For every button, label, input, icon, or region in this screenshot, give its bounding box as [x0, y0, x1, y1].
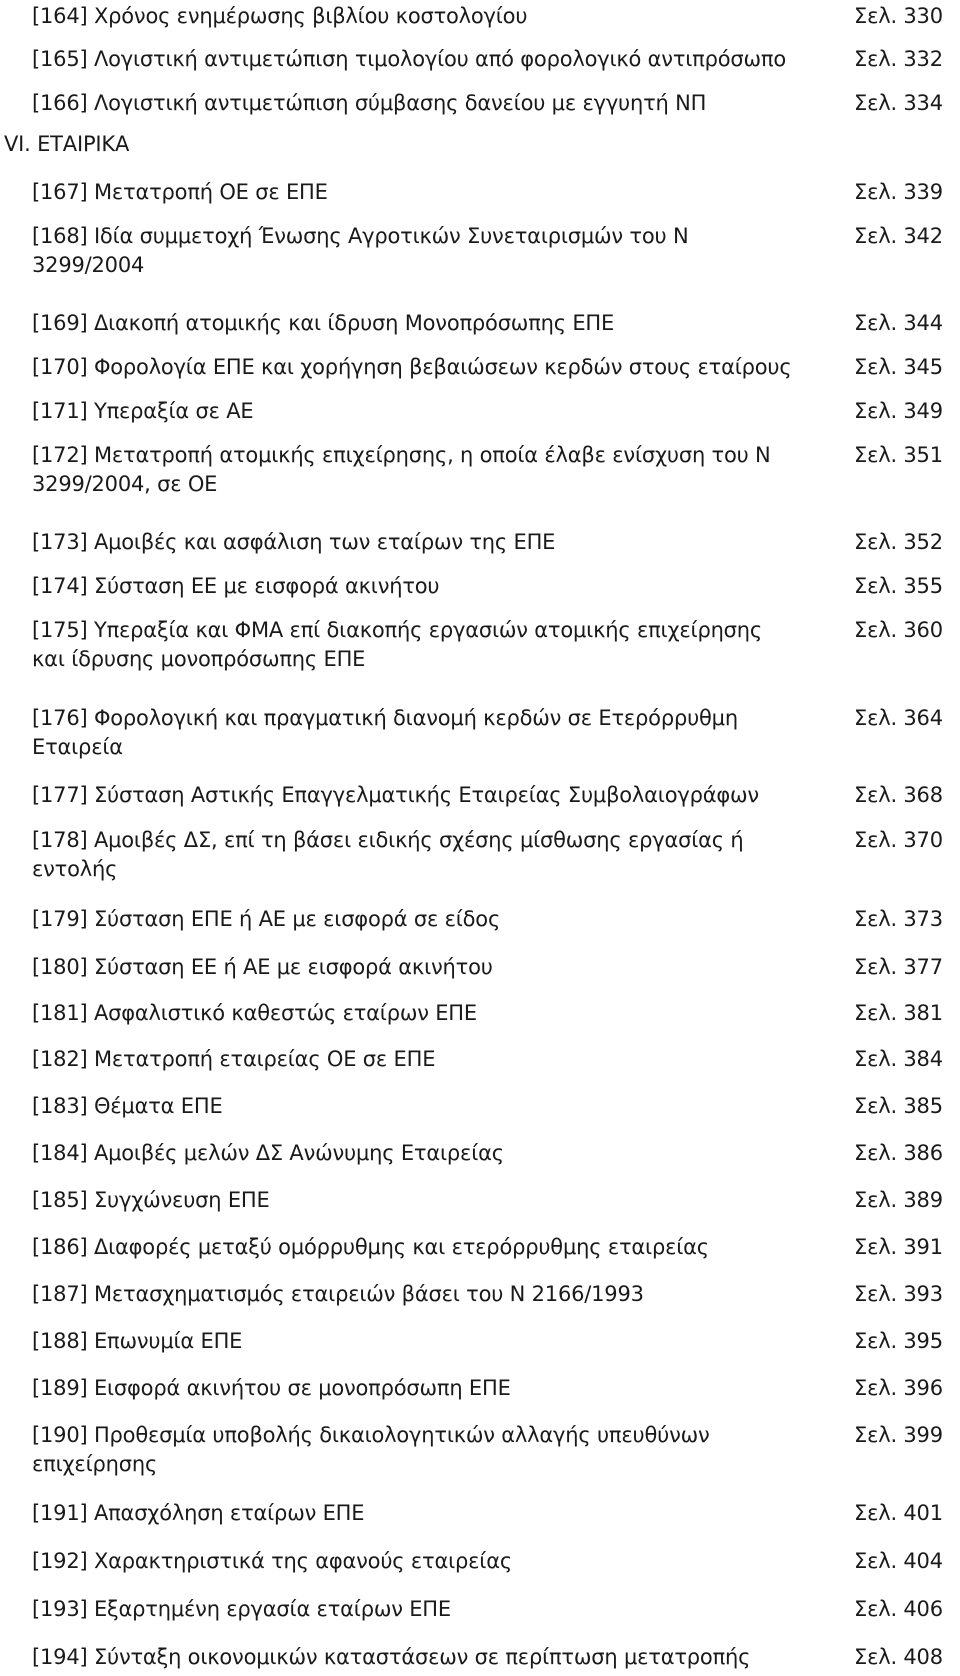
- toc-entry-title: [191] Απασχόληση εταίρων ΕΠΕ: [32, 1501, 365, 1525]
- toc-entry-title: [182] Μετατροπή εταιρείας ΟΕ σε ΕΠΕ: [32, 1047, 436, 1071]
- toc-entry-title: [187] Μετασχηματισμός εταιρειών βάσει του Ν 2166/1993: [32, 1282, 644, 1306]
- toc-entry-page: Σελ. 352: [854, 530, 943, 554]
- toc-entry-title: [183] Θέματα ΕΠΕ: [32, 1094, 223, 1118]
- toc-entry-page: Σελ. 401: [854, 1501, 943, 1525]
- toc-entry-title: [173] Αμοιβές και ασφάλιση των εταίρων της ΕΠΕ: [32, 530, 556, 554]
- toc-entry-page: Σελ. 344: [854, 311, 943, 335]
- toc-entry-title: [170] Φορολογία ΕΠΕ και χορήγηση βεβαιώσεων κερδών στους εταίρους: [32, 355, 792, 379]
- toc-entry-title: [174] Σύσταση ΕΕ με εισφορά ακινήτου: [32, 574, 440, 598]
- toc-entry-page: Σελ. 330: [854, 4, 943, 28]
- toc-entry-page: Σελ. 406: [854, 1597, 943, 1621]
- toc-entry-title: [165] Λογιστική αντιμετώπιση τιμολογίου από φορολογικό αντιπρόσωπο: [32, 47, 786, 71]
- toc-entry-title: [178] Αμοιβές ΔΣ, επί τη βάσει ειδικής σχέσης μίσθωσης εργασίας ή εντολής: [32, 828, 744, 881]
- toc-entry-title: [166] Λογιστική αντιμετώπιση σύμβασης δανείου με εγγυητή ΝΠ: [32, 91, 707, 115]
- toc-entry-page: Σελ. 377: [854, 955, 943, 979]
- toc-entry-page: Σελ. 381: [854, 1001, 943, 1025]
- toc-entry-page: Σελ. 373: [854, 907, 943, 931]
- section-heading: VI. ΕΤΑΙΡΙΚΑ: [4, 132, 130, 156]
- toc-entry-page: Σελ. 368: [854, 783, 943, 807]
- toc-entry-title: [181] Ασφαλιστικό καθεστώς εταίρων ΕΠΕ: [32, 1001, 477, 1025]
- toc-entry-page: Σελ. 393: [854, 1282, 943, 1306]
- toc-entry-page: Σελ. 349: [854, 399, 943, 423]
- toc-entry-title: [164] Χρόνος ενημέρωσης βιβλίου κοστολογίου: [32, 4, 528, 28]
- toc-entry-page: Σελ. 351: [854, 443, 943, 467]
- toc-entry-title: [176] Φορολογική και πραγματική διανομή κερδών σε Ετερόρρυθμη Εταιρεία: [32, 706, 738, 759]
- toc-entry-page: Σελ. 364: [854, 706, 943, 730]
- toc-entry-title: [180] Σύσταση ΕΕ ή ΑΕ με εισφορά ακινήτου: [32, 955, 493, 979]
- toc-entry-title: [171] Υπεραξία σε ΑΕ: [32, 399, 254, 423]
- toc-entry-title: [188] Επωνυμία ΕΠΕ: [32, 1329, 243, 1353]
- toc-entry-page: Σελ. 355: [854, 574, 943, 598]
- toc-entry-page: Σελ. 342: [854, 224, 943, 248]
- toc-entry-page: Σελ. 395: [854, 1329, 943, 1353]
- toc-entry-title: [177] Σύσταση Αστικής Επαγγελματικής Εταιρείας Συμβολαιογράφων: [32, 783, 759, 807]
- toc-entry-page: Σελ. 408: [854, 1645, 943, 1669]
- toc-entry-page: Σελ. 334: [854, 91, 943, 115]
- toc-entry-page: Σελ. 389: [854, 1188, 943, 1212]
- toc-entry-title: [192] Χαρακτηριστικά της αφανούς εταιρείας: [32, 1549, 512, 1573]
- toc-entry-page: Σελ. 396: [854, 1376, 943, 1400]
- toc-entry-page: Σελ. 391: [854, 1235, 943, 1259]
- toc-entry-page: Σελ. 384: [854, 1047, 943, 1071]
- toc-entry-title: [184] Αμοιβές μελών ΔΣ Ανώνυμης Εταιρείας: [32, 1141, 504, 1165]
- toc-entry-title: [167] Μετατροπή ΟΕ σε ΕΠΕ: [32, 180, 328, 204]
- toc-entry-page: Σελ. 404: [854, 1549, 943, 1573]
- toc-entry-title: [190] Προθεσμία υποβολής δικαιολογητικών αλλαγής υπευθύνων επιχείρησης: [32, 1423, 710, 1476]
- toc-entry-title: [194] Σύνταξη οικονομικών καταστάσεων σε περίπτωση μετατροπής: [32, 1645, 751, 1669]
- toc-entry-title: [189] Εισφορά ακινήτου σε μονοπρόσωπη ΕΠΕ: [32, 1376, 511, 1400]
- toc-entry-title: [168] Ιδία συμμετοχή Ένωσης Αγροτικών Συνεταιρισμών του Ν 3299/2004: [32, 224, 689, 277]
- toc-entry-title: [185] Συγχώνευση ΕΠΕ: [32, 1188, 270, 1212]
- toc-entry-page: Σελ. 385: [854, 1094, 943, 1118]
- toc-entry-page: Σελ. 399: [854, 1423, 943, 1447]
- toc-entry-page: Σελ. 345: [854, 355, 943, 379]
- toc-entry-title: [179] Σύσταση ΕΠΕ ή ΑΕ με εισφορά σε είδος: [32, 907, 501, 931]
- toc-entry-title: [193] Εξαρτημένη εργασία εταίρων ΕΠΕ: [32, 1597, 451, 1621]
- toc-entry-title: [175] Υπεραξία και ΦΜΑ επί διακοπής εργασιών ατομικής επιχείρησης και ίδρυσης μονοπρόσωπης ΕΠΕ: [32, 618, 763, 671]
- toc-entry-title: [172] Μετατροπή ατομικής επιχείρησης, η οποία έλαβε ενίσχυση του Ν 3299/2004, σε ΟΕ: [32, 443, 771, 496]
- toc-entry-page: Σελ. 339: [854, 180, 943, 204]
- toc-entry-title: [186] Διαφορές μεταξύ ομόρρυθμης και ετερόρρυθμης εταιρείας: [32, 1235, 709, 1259]
- toc-entry-title: [169] Διακοπή ατομικής και ίδρυση Μονοπρόσωπης ΕΠΕ: [32, 311, 615, 335]
- toc-entry-page: Σελ. 370: [854, 828, 943, 852]
- toc-entry-page: Σελ. 332: [854, 47, 943, 71]
- toc-entry-page: Σελ. 386: [854, 1141, 943, 1165]
- toc-entry-page: Σελ. 360: [854, 618, 943, 642]
